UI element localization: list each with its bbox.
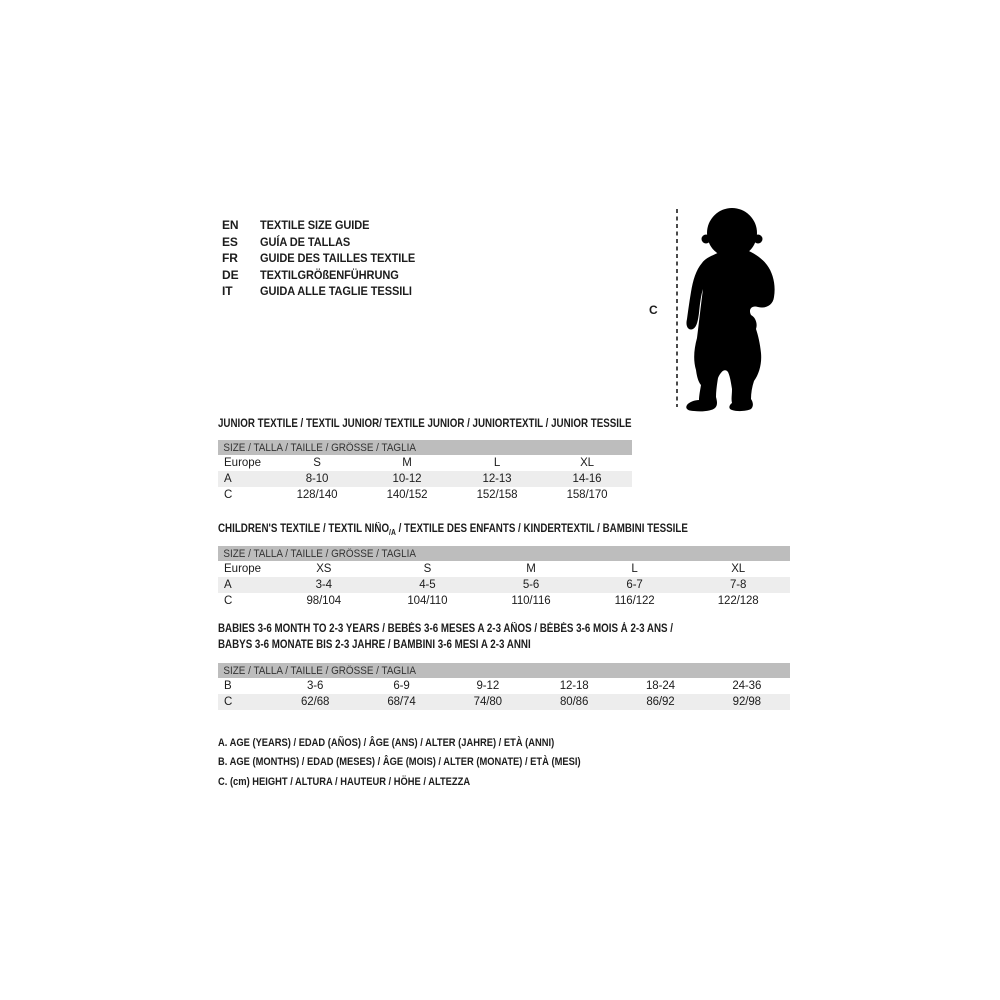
size-cell: 6-9 xyxy=(393,680,410,692)
children-size-table xyxy=(218,546,790,609)
size-header-bar xyxy=(218,663,790,678)
row-label: Europe xyxy=(224,563,262,575)
language-row xyxy=(222,217,429,234)
size-cell: 12-18 xyxy=(559,680,589,692)
size-cell: 14-16 xyxy=(572,473,602,485)
size-cell: 68/74 xyxy=(387,696,416,708)
junior-size-table xyxy=(218,440,632,503)
toddler-silhouette-icon xyxy=(685,206,777,412)
size-cell: 86/92 xyxy=(646,696,675,708)
size-cell: 128/140 xyxy=(296,489,338,501)
size-cell: M xyxy=(402,457,412,469)
size-cell: 5-6 xyxy=(522,579,540,591)
legend xyxy=(218,734,645,792)
language-title: TEXTILE SIZE GUIDE xyxy=(260,218,370,233)
size-row-months xyxy=(218,678,790,694)
row-label: A xyxy=(224,473,232,485)
size-cell: XL xyxy=(731,563,746,575)
size-cell: S xyxy=(313,457,321,469)
language-code: FR xyxy=(222,251,238,266)
language-code: ES xyxy=(222,234,238,249)
size-row-height xyxy=(218,694,790,710)
size-cell: 80/86 xyxy=(560,696,589,708)
row-label: Europe xyxy=(224,457,262,469)
language-code: DE xyxy=(222,267,239,282)
size-cell: 62/68 xyxy=(301,696,330,708)
size-cell: 74/80 xyxy=(473,696,502,708)
row-label: C xyxy=(224,595,233,607)
children-table-title xyxy=(218,521,688,538)
babies-size-table xyxy=(218,663,790,710)
size-row-age xyxy=(218,471,632,487)
size-cell: 104/110 xyxy=(407,595,448,607)
size-cell: 7-8 xyxy=(730,579,747,591)
language-row xyxy=(222,283,429,300)
row-label: C xyxy=(224,489,233,501)
language-title: GUIDA ALLE TAGLIE TESSILI xyxy=(260,284,412,299)
row-label: A xyxy=(224,579,232,591)
size-cell: L xyxy=(631,563,638,575)
size-cell: XS xyxy=(316,563,332,575)
height-marker-label: C xyxy=(649,303,658,317)
legend-line-b: B. AGE (MONTHS) / EDAD (MESES) / ÂGE (MOIS) / ALTER (MONATE) / ETÀ (MESI) xyxy=(218,756,581,769)
size-cell: 18-24 xyxy=(646,680,675,692)
size-row-europe xyxy=(218,455,632,471)
size-cell: 98/104 xyxy=(306,595,342,607)
size-cell: 116/122 xyxy=(614,595,655,607)
size-cell: 9-12 xyxy=(476,680,500,692)
size-cell: 10-12 xyxy=(392,473,422,485)
size-header-label: SIZE / TALLA / TAILLE / GRÖSSE / TAGLIA xyxy=(223,441,416,454)
language-row xyxy=(222,250,429,267)
row-label: C xyxy=(224,696,233,708)
size-cell: 3-6 xyxy=(307,680,324,692)
language-title-list xyxy=(222,217,429,300)
size-cell: XL xyxy=(580,457,594,469)
legend-line-a: A. AGE (YEARS) / EDAD (AÑOS) / ÂGE (ANS) / ALTER (JAHRE) / ETÀ (ANNI) xyxy=(218,737,555,749)
size-row-europe xyxy=(218,561,790,577)
babies-title-line-2: BABYS 3-6 MONATE BIS 2-3 JAHRE / BAMBINI 3-6 MESI A 2-3 ANNI xyxy=(218,639,531,651)
children-title-pre: CHILDREN'S TEXTILE / TEXTIL NIÑO xyxy=(218,523,390,535)
size-header-bar xyxy=(218,440,632,455)
row-label: B xyxy=(224,680,232,692)
size-header-label: SIZE / TALLA / TAILLE / GRÖSSE / TAGLIA xyxy=(223,547,416,560)
size-cell: 24-36 xyxy=(732,680,762,692)
size-header-label: SIZE / TALLA / TAILLE / GRÖSSE / TAGLIA xyxy=(223,664,416,677)
babies-title-line-1: BABIES 3-6 MONTH TO 2-3 YEARS / BEBÉS 3-6 MESES A 2-3 AÑOS / BÉBÉS 3-6 MOIS À 2-3 ANS / xyxy=(218,623,674,635)
height-dashed-line xyxy=(676,209,678,407)
language-row xyxy=(222,234,429,251)
babies-table-title xyxy=(218,621,753,653)
children-title-sub: /A xyxy=(389,527,396,537)
size-cell: 110/116 xyxy=(511,595,551,607)
size-cell: 8-10 xyxy=(305,473,329,485)
language-code: EN xyxy=(222,218,239,233)
children-title-post: / TEXTILE DES ENFANTS / KINDERTEXTIL / BAMBINI TESSILE xyxy=(395,523,688,535)
size-cell: 152/158 xyxy=(476,489,518,501)
size-header-bar xyxy=(218,546,790,561)
size-cell: 158/170 xyxy=(566,489,608,501)
language-title: GUÍA DE TALLAS xyxy=(260,234,351,249)
size-row-height xyxy=(218,593,790,609)
size-row-age xyxy=(218,577,790,593)
legend-line-c: C. (cm) HEIGHT / ALTURA / HAUTEUR / HÖHE / ALTEZZA xyxy=(218,775,471,788)
size-cell: 4-5 xyxy=(419,579,436,591)
junior-table-title: JUNIOR TEXTILE / TEXTIL JUNIOR/ TEXTILE JUNIOR / JUNIORTEXTIL / JUNIOR TESSILE xyxy=(218,418,632,430)
size-cell: M xyxy=(526,563,536,575)
language-row xyxy=(222,267,429,284)
size-cell: 140/152 xyxy=(386,489,428,501)
language-title: GUIDE DES TAILLES TEXTILE xyxy=(260,251,416,266)
size-cell: 6-7 xyxy=(626,579,643,591)
language-code: IT xyxy=(222,284,233,299)
language-title: TEXTILGRÖßENFÜHRUNG xyxy=(260,267,399,282)
size-cell: 3-4 xyxy=(315,579,332,591)
size-cell: L xyxy=(493,457,501,469)
size-row-height xyxy=(218,487,632,503)
size-cell: 122/128 xyxy=(717,595,759,607)
size-cell: 12-13 xyxy=(482,473,512,485)
size-cell: S xyxy=(423,563,432,575)
size-cell: 92/98 xyxy=(732,696,761,708)
